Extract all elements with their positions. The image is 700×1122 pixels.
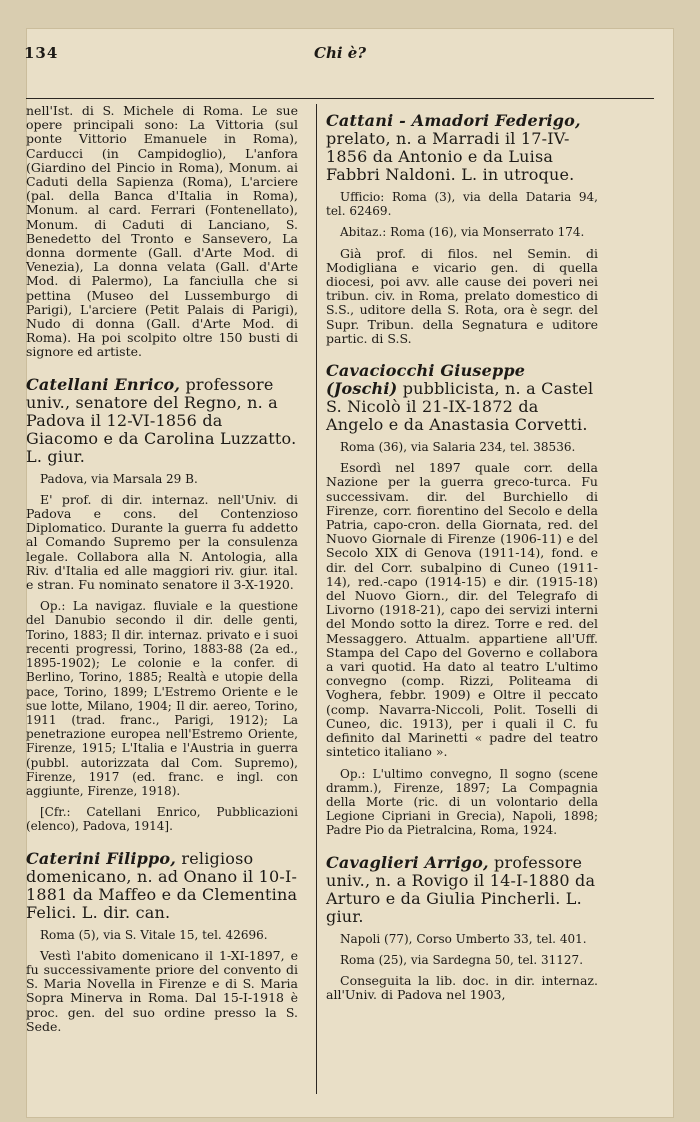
entry-body: Esordì nel 1897 quale corr. della Nazione per la guerra greco-turca. Fu successivam. dir. del Burchiello di Firenze, corr. fiorentino del Secolo e della Patria, capo-cron. della Giornata, red. del Nuovo Giornale di Firenze (1906-11) e del Secolo XIX di Genova (1911-14), fond. e dir. del Corr. subalpino di Cuneo (1911-14), red.-capo (1914-15) e dir. (1915-18) del Nuovo Giorn., dir. del Telegrafo di Livorno (1918-21), capo dei servizi interni del Mondo sotto la direz. Torre e red. del Messaggero. Attualm. appartiene all'Uff. Stampa del Capo del Governo e collabora a vari quotid. Ha dato al teatro L'ultimo convegno (comp. Rizzi, Politeama di Voghera, febbr. 1909) e Oltre il peccato (comp. Navarra-Niccoli, Polit. Toselli di Cuneo, dic. 1913), per i quali il C. fu definito dal Marinetti « padre del teatro sintetico italiano ». bbox=[326, 460, 598, 760]
entry-name: Cavaglieri Arrigo, bbox=[326, 852, 489, 872]
entry-body: E' prof. di dir. internaz. nell'Univ. di Padova e cons. del Contenzioso Diplomatico. Durante la guerra fu addetto al Comando Supremo per la consulenza legale. Collabora alla N. Antologia, alla Riv. d'Italia ed alle maggiori riv. giur. ital. e stran. Fu nominato senatore il 3-X-1920. bbox=[26, 491, 298, 593]
entry-heading bbox=[326, 112, 598, 184]
entry-reference: [Cfr.: Catellani Enrico, Pubblicazioni (elenco), Padova, 1914]. bbox=[26, 805, 298, 834]
entry-home-address: Abitaz.: Roma (16), via Monserrato 174. bbox=[340, 225, 585, 240]
page-number: 134 bbox=[24, 44, 59, 62]
running-title: Chi è? bbox=[314, 44, 367, 62]
entry-intro: professore univ., senatore del Regno, n. a Padova il 12-VI-1856 da Giacomo e da Carolina Luzzatto. L. giur. bbox=[26, 374, 297, 466]
entry-body: Conseguita la lib. doc. in dir. internaz. all'Univ. di Padova nel 1903, bbox=[326, 972, 598, 1003]
entry-heading bbox=[26, 850, 298, 922]
entry-cavaciocchi bbox=[326, 362, 598, 837]
entry-works: Op.: L'ultimo convegno, Il sogno (scene dramm.), Firenze, 1897; La Compagnia della Morte (ric. di un volontario della Legione Cipriani in Grecia), Napoli, 1898; Padre Pio da Pietralcina, Roma, 1924. bbox=[326, 766, 598, 838]
left-column bbox=[26, 104, 298, 1041]
entry-address-napoli: Napoli (77), Corso Umberto 33, tel. 401. bbox=[340, 931, 587, 946]
entry-heading bbox=[326, 854, 598, 926]
column-divider bbox=[316, 104, 317, 1094]
entry-name: Caterini Filippo, bbox=[26, 848, 177, 868]
entry-heading bbox=[26, 376, 298, 466]
entry-name: Catellani Enrico, bbox=[26, 374, 181, 394]
entry-body: Già prof. di filos. nel Semin. di Modigliana e vicario gen. di quella diocesi, poi avv. alle cause dei poveri nei tribun. civ. in Roma, prelato domestico di S.S., uditore della S. Rota, ora è segr. del Supr. Tribun. della Segnatura e uditore partic. di S.S. bbox=[326, 245, 598, 346]
entry-cattani-amadori bbox=[326, 112, 598, 346]
entry-caterini bbox=[26, 850, 298, 1034]
entry-catellani bbox=[26, 376, 298, 834]
entry-address: Padova, via Marsala 29 B. bbox=[40, 471, 198, 486]
entry-body: Vestì l'abito domenicano il 1-XI-1897, e fu successivamente priore del convento di S. Maria Novella in Firenze e di S. Maria Sopra Minerva in Roma. Dal 15-I-1918 è proc. gen. del suo ordine presso la S. Sede. bbox=[26, 947, 298, 1034]
entry-intro: pubblicista, n. a Castel S. Nicolò il 21-IX-1872 da Angelo e da Anastasia Corvetti. bbox=[326, 379, 594, 435]
entry-intro: religioso domenicano, n. ad Onano il 10-I-1881 da Maffeo e da Clementina Felici. L. dir. can. bbox=[26, 848, 298, 922]
entry-name: Cattani - Amadori Federigo, bbox=[326, 111, 581, 130]
entry-intro: professore univ., n. a Rovigo il 14-I-1880 da Arturo e da Giulia Pincherli. L. giur. bbox=[326, 852, 596, 926]
entry-address: Roma (5), via S. Vitale 15, tel. 42696. bbox=[40, 927, 268, 942]
entry-heading bbox=[326, 362, 598, 434]
right-column bbox=[326, 104, 598, 1009]
continuation-text: nell'Ist. di S. Michele di Roma. Le sue opere principali sono: La Vittoria (sul ponte Vittorio Emanuele in Roma), Carducci (in Campidoglio), L'anfora (Giardino del Pincio in Roma), Monum. ai Caduti della Sapienza (Roma), L'arciere (pal. della Banca d'Italia in Roma), Monum. al card. Ferrari (Fontenellato), Monum. di Caduti di Lanciano, S. Benedetto del Tronto e Sansevero, La donna dormente (Gall. d'Arte Mod. di Venezia), La donna velata (Gall. d'Arte Mod. di Palermo), La fanciulla che si pettina (Museo del Lussemburgo di Parigi), L'arciere (Petit Palais di Parigi), Nudo di donna (Gall. d'Arte Mod. di Roma). Ha poi scolpito oltre 150 busti di signore ed artiste. bbox=[26, 103, 298, 360]
entry-name: Cavaciocchi Giuseppe (Joschi) bbox=[326, 361, 526, 399]
header-rule bbox=[26, 98, 654, 99]
entry-works: Op.: La navigaz. fluviale e la questione del Danubio secondo il dir. delle genti, Torino, 1883; Il dir. internaz. privato e i suoi recenti progressi, Torino, 1883-88 (2a ed., 1895-1902); Le colonie e la confer. di Berlino, Torino, 1885; Realtà e utopie della pace, Torino, 1899; L'Estremo Oriente e le sue lotte, Milano, 1904; Il dir. aereo, Torino, 1911 (trad. franc., Parigi, 1912); La penetrazione europea nell'Estremo Oriente, Firenze, 1915; L'Italia e l'Austria in guerra (pubbl. autorizzata dal Com. Supremo), Firenze, 1917 (ed. franc. e ingl. con aggiunte, Firenze, 1918). bbox=[26, 599, 298, 798]
entry-address: Roma (36), via Salaria 234, tel. 38536. bbox=[340, 440, 576, 455]
entry-intro: prelato, n. a Marradi il 17-IV-1856 da Antonio e da Luisa Fabbri Naldoni. L. in utroque. bbox=[326, 129, 575, 184]
entry-office-address: Ufficio: Roma (3), via della Dataria 94, tel. 62469. bbox=[326, 190, 598, 219]
entry-address-roma: Roma (25), via Sardegna 50, tel. 31127. bbox=[340, 952, 584, 967]
entry-cavaglieri bbox=[326, 854, 598, 1003]
page-header bbox=[24, 44, 660, 66]
